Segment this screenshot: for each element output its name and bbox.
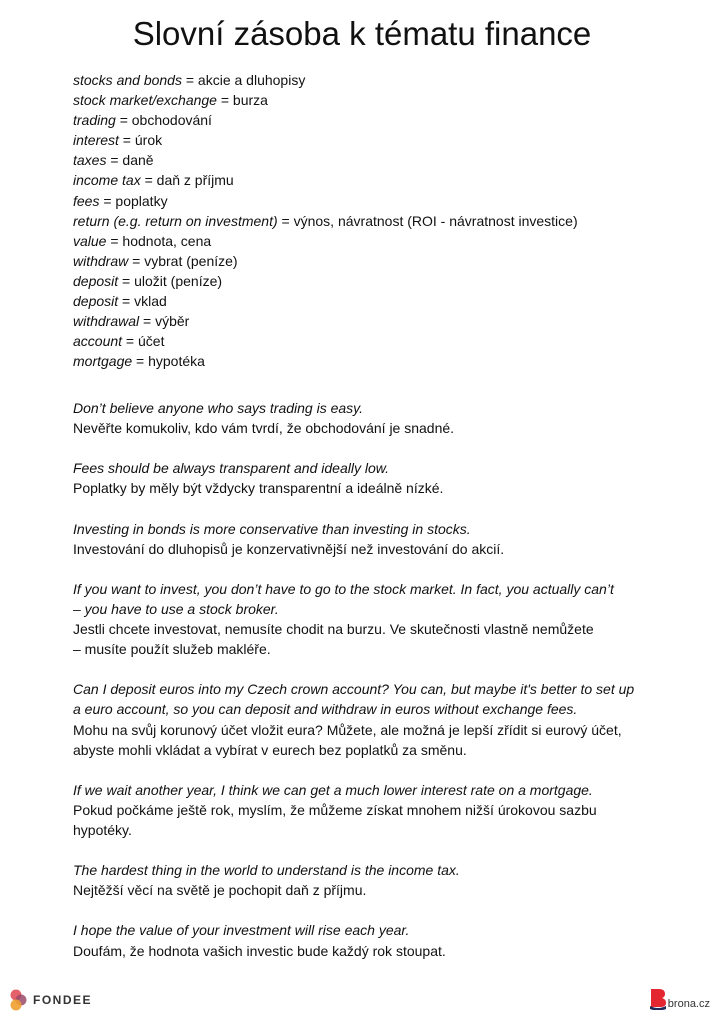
czech-translation: = hypotéka xyxy=(132,353,205,370)
english-term: stocks and bonds xyxy=(73,72,182,88)
czech-sentence-line: abyste mohli vkládat a vybírat v eurech bez poplatků za směnu. xyxy=(73,741,467,758)
sentence-pair xyxy=(73,398,634,438)
english-term: fees xyxy=(73,192,100,209)
page-title: Slovní zásoba k tématu finance xyxy=(132,15,592,52)
czech-sentence-line: Nevěřte komukoliv, kdo vám tvrdí, že obchodování je snadné. xyxy=(73,420,455,437)
vocab-item xyxy=(73,291,578,311)
vocab-item xyxy=(73,170,578,190)
english-sentence-line: – you have to use a stock broker. xyxy=(73,600,279,617)
czech-translation: = účet xyxy=(122,333,165,350)
vocab-item xyxy=(73,251,578,271)
czech-sentence-line: hypotéky. xyxy=(73,821,132,838)
czech-translation: = daň z příjmu xyxy=(140,172,234,189)
english-sentence-line: Can I deposit euros into my Czech crown account? You can, but maybe it's better to set up xyxy=(73,681,635,698)
czech-sentence-line: Pokud počkáme ještě rok, myslím, že můžeme získat mnohem nižší úrokovou sazbu xyxy=(73,801,597,818)
czech-translation: = výnos, návratnost (ROI - návratnost investice) xyxy=(277,212,578,229)
english-term: account xyxy=(73,333,123,350)
czech-translation: = obchodování xyxy=(115,112,212,129)
czech-translation: = akcie a dluhopisy xyxy=(181,72,306,88)
english-term: withdrawal xyxy=(73,313,140,330)
english-term: interest xyxy=(73,132,119,149)
english-term: mortgage xyxy=(73,353,133,370)
english-term: withdraw xyxy=(73,252,129,269)
czech-sentence-line: Mohu na svůj korunový účet vložit eura? Můžete, ale možná je lepší zřídit si eurový účet, xyxy=(73,721,622,738)
english-term: stock market/exchange xyxy=(73,92,217,109)
vocab-item xyxy=(73,70,578,90)
fondee-logo xyxy=(9,989,92,1011)
english-sentence-line: Investing in bonds is more conservative than investing in stocks. xyxy=(73,520,471,537)
vocab-item xyxy=(73,311,578,331)
vocab-item xyxy=(73,351,578,371)
czech-translation: = výběr xyxy=(139,313,190,330)
sentence-pair xyxy=(73,860,634,900)
brona-b-icon xyxy=(650,988,666,1010)
czech-translation: = daně xyxy=(106,152,154,169)
czech-translation: = vklad xyxy=(118,293,167,310)
vocab-item xyxy=(73,231,578,251)
english-sentence-line: Don’t believe anyone who says trading is easy. xyxy=(73,400,364,416)
sentence-pair xyxy=(73,519,634,559)
english-term: value xyxy=(73,232,107,249)
english-term: trading xyxy=(73,112,116,129)
brona-logo-text: brona.cz xyxy=(667,998,710,1010)
english-sentence-line: a euro account, so you can deposit and withdraw in euros without exchange fees. xyxy=(73,701,578,718)
english-sentence-line: I hope the value of your investment will rise each year. xyxy=(73,922,410,939)
english-sentence-line: If you want to invest, you don’t have to go to the stock market. In fact, you actually can’t xyxy=(73,580,614,597)
vocab-item xyxy=(73,90,578,110)
vocab-item xyxy=(73,191,578,211)
vocab-item xyxy=(73,150,578,170)
english-term: income tax xyxy=(73,172,141,189)
sentence-pair xyxy=(73,579,634,659)
fondee-circles-icon xyxy=(9,989,29,1011)
czech-sentence-line: Poplatky by měly být vždycky transparentní a ideálně nízké. xyxy=(73,480,444,497)
english-sentence-line: Fees should be always transparent and ideally low. xyxy=(73,460,389,477)
czech-translation: = poplatky xyxy=(99,192,168,209)
vocab-item xyxy=(73,110,578,130)
vocab-item xyxy=(73,211,578,231)
vocabulary-list xyxy=(73,70,578,371)
vocab-item xyxy=(73,271,578,291)
brona-logo xyxy=(650,988,710,1010)
english-sentence-line: The hardest thing in the world to understand is the income tax. xyxy=(73,862,460,879)
vocab-item xyxy=(73,331,578,351)
czech-translation: = uložit (peníze) xyxy=(118,272,223,289)
english-term: deposit xyxy=(73,293,119,310)
sentence-pair xyxy=(73,780,634,840)
czech-translation: = burza xyxy=(216,92,268,109)
czech-translation: = hodnota, cena xyxy=(106,232,212,249)
english-sentence-line: If we wait another year, I think we can get a much lower interest rate on a mortgage. xyxy=(73,781,593,798)
czech-translation: = vybrat (peníze) xyxy=(128,252,238,269)
sentence-pair xyxy=(73,920,634,960)
czech-translation: = úrok xyxy=(118,132,163,149)
czech-sentence-line: Jestli chcete investovat, nemusíte chodit na burzu. Ve skutečnosti vlastně nemůžete xyxy=(73,621,594,638)
sentence-pair xyxy=(73,679,634,759)
example-sentences xyxy=(73,398,634,981)
english-term: deposit xyxy=(73,272,119,289)
english-term: return (e.g. return on investment) xyxy=(73,212,278,229)
fondee-logo-text: FONDEE xyxy=(33,993,93,1007)
czech-sentence-line: Nejtěžší věcí na světě je pochopit daň z příjmu. xyxy=(73,882,367,899)
vocab-item xyxy=(73,130,578,150)
czech-sentence-line: – musíte použít služeb makléře. xyxy=(73,641,271,658)
czech-sentence-line: Doufám, že hodnota vašich investic bude každý rok stoupat. xyxy=(73,942,446,959)
sentence-pair xyxy=(73,458,634,498)
czech-sentence-line: Investování do dluhopisů je konzervativnější než investování do akcií. xyxy=(73,540,505,557)
english-term: taxes xyxy=(73,152,107,169)
